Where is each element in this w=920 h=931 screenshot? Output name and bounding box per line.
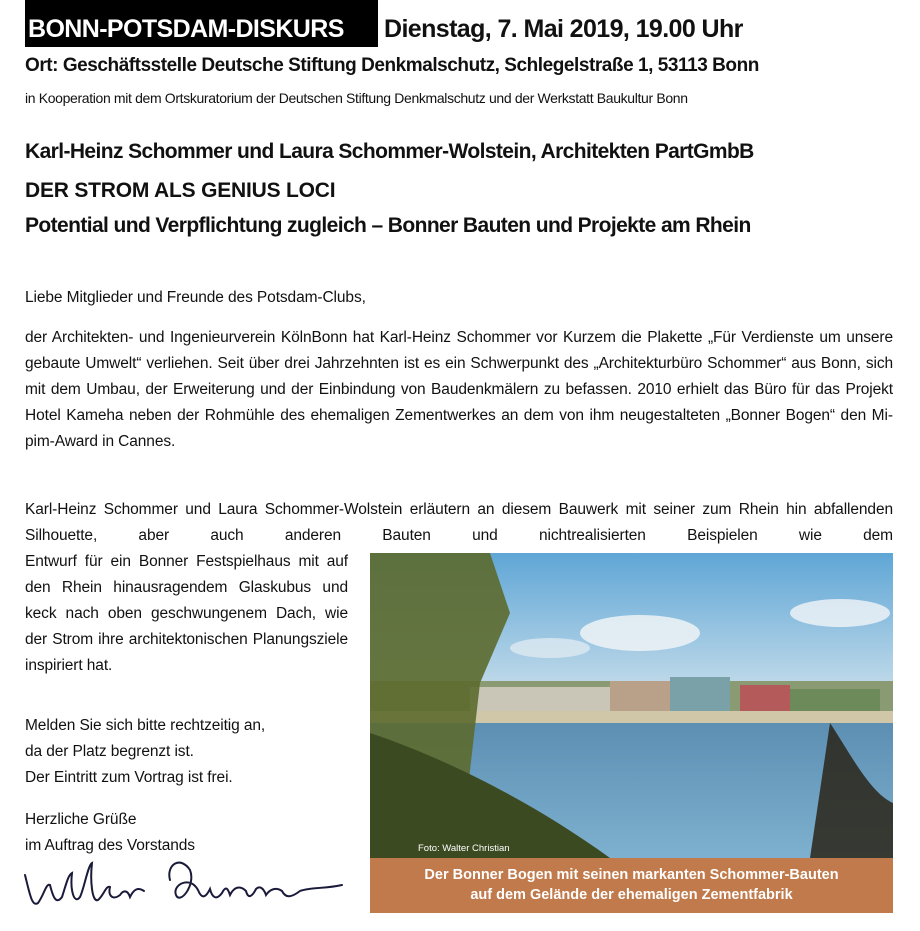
paragraph-2-column: Entwurf für ein Bonner Festspielhaus mit auf den Rhein hinausragendem Glaskubus und keck nach oben geschwungenem Dach, wie der Strom ihre architektonischen Planungsziele inspiriert hat. xyxy=(25,553,348,674)
registration-line: Melden Sie sich bitte rechtzeitig an, xyxy=(25,717,266,734)
paragraph-3 xyxy=(25,713,265,791)
caption-line-2: auf dem Gelände der ehemaligen Zementfabrik xyxy=(470,887,793,903)
paragraph-1: der Architekten- und Ingenieurverein KölnBonn hat Karl-Heinz Schommer vor Kurzem die Plakette „Für Verdienste um unsere gebaute Umwelt“ verliehen. Seit über drei Jahrzehnten ist es ein Schwerpunkt des „Architekturbüro Schommer“ aus Bonn, sich mit dem Umbau, der Erweiterung und der Einbindung von Baudenkmälern zu befassen. 2010 erhielt das Büro für das Projekt Hotel Kameha neben der Rohmühle des ehemaligen Zementwerkes an dem von ihm neugestalteten „Bonner Bogen“ den Mipim-Award in Cannes. xyxy=(25,329,893,450)
cooperation-note: in Kooperation mit dem Ortskuratorium der Deutschen Stiftung Denkmalschutz und der Werkstatt Baukultur Bonn xyxy=(25,90,688,106)
admission-line: Der Eintritt zum Vortrag ist frei. xyxy=(25,769,233,786)
event-date: Dienstag, 7. Mai 2019, 19.00 Uhr xyxy=(384,15,743,43)
closing-greeting: Herzliche Grüße xyxy=(25,811,137,828)
series-label: BONN-POTSDAM-DISKURS xyxy=(28,15,344,43)
salutation: Liebe Mitglieder und Freunde des Potsdam-Clubs, xyxy=(25,289,366,306)
closing-on-behalf: im Auftrag des Vorstands xyxy=(25,837,195,854)
paragraph-2-intro: Karl-Heinz Schommer und Laura Schommer-Wolstein erläutern an diesem Bauwerk mit seiner zum Rhein hin abfallenden Silhouette, aber auch anderen Bauten und nichtrealisierten Beispielen wie dem xyxy=(25,501,893,544)
event-venue: Ort: Geschäftsstelle Deutsche Stiftung Denkmalschutz, Schlegelstraße 1, 53113 Bonn xyxy=(25,55,759,76)
speakers: Karl-Heinz Schommer und Laura Schommer-Wolstein, Architekten PartGmbB xyxy=(25,140,754,163)
photo-caption xyxy=(370,858,893,913)
river-landscape-image xyxy=(370,553,893,858)
signature xyxy=(20,845,350,920)
lecture-subtitle: Potential und Verpflichtung zugleich – Bonner Bauten und Projekte am Rhein xyxy=(25,214,751,237)
photo-bonner-bogen xyxy=(370,553,893,858)
capacity-line: da der Platz begrenzt ist. xyxy=(25,743,194,760)
photo-credit: Foto: Walter Christian xyxy=(418,843,510,854)
lecture-title: DER STROM ALS GENIUS LOCI xyxy=(25,179,336,202)
caption-line-1: Der Bonner Bogen mit seinen markanten Schommer-Bauten xyxy=(424,867,839,883)
